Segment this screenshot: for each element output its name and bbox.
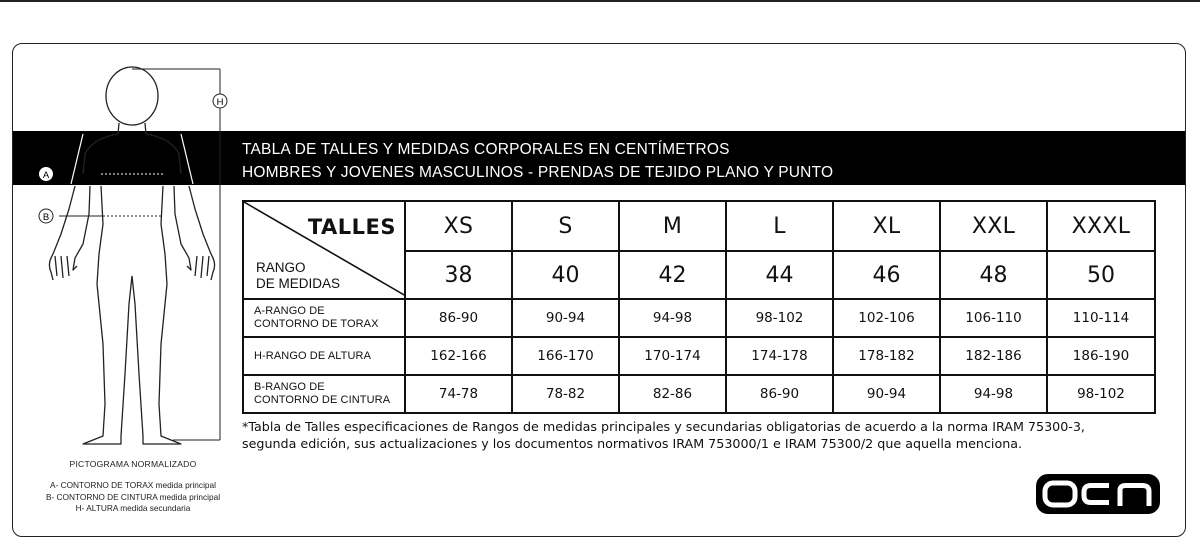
marker-b-label: B [42,212,50,223]
ocn-logo [1036,474,1160,514]
table-cell: 110-114 [1047,299,1155,337]
table-cell: 98-102 [726,299,833,337]
row-label-line: B-RANGO DE [254,381,325,393]
human-figure-icon [13,44,253,454]
row-label-line: CONTORNO DE TORAX [254,318,379,330]
chart-subtitle: HOMBRES Y JOVENES MASCULINOS - PRENDAS DE TEJIDO PLANO Y PUNTO [242,164,834,181]
row-label-line: H-RANGO DE ALTURA [254,349,372,362]
range-value: 48 [940,251,1047,299]
size-table [242,200,1156,414]
size-xs: XS [405,201,512,251]
table-cell: 166-170 [512,337,619,375]
table-cell: 74-78 [405,375,512,413]
row-label-line: CONTORNO DE CINTURA [254,394,391,406]
rango-label-line2: DE MEDIDAS [256,276,341,291]
row-label-cintura [243,375,405,413]
table-cell: 170-174 [619,337,726,375]
table-cell: 94-98 [619,299,726,337]
table-cell: 174-178 [726,337,833,375]
size-xxl: XXL [940,201,1047,251]
size-xxxl: XXXL [1047,201,1155,251]
table-cell: 82-86 [619,375,726,413]
footnote [242,418,1162,452]
logo-text: ocn [1097,500,1099,501]
size-l: L [726,201,833,251]
size-xl: XL [833,201,940,251]
legend-item-a: A- CONTORNO DE TORAX medida principal [50,480,216,490]
table-cell: 162-166 [405,337,512,375]
range-value: 42 [619,251,726,299]
table-cell: 90-94 [833,375,940,413]
range-value: 44 [726,251,833,299]
table-row-altura [243,337,1155,375]
size-m: M [619,201,726,251]
talles-label: TALLES [307,215,396,239]
size-chart-card [12,43,1186,537]
footnote-line1: *Tabla de Talles especificaciones de Rangos de medidas principales y secundarias obligatorias de acuerdo a la norma IRAM 75300-3, [242,419,1085,434]
table-cell: 90-94 [512,299,619,337]
range-value: 38 [405,251,512,299]
row-label-altura [243,337,405,375]
table-cell: 86-90 [726,375,833,413]
legend-item-h: H- ALTURA medida secundaria [75,503,191,513]
top-rule [0,0,1200,2]
table-cell: 178-182 [833,337,940,375]
table-cell: 94-98 [940,375,1047,413]
rango-label-line1: RANGO [256,260,306,275]
table-cell: 102-106 [833,299,940,337]
table-cell: 182-186 [940,337,1047,375]
marker-h-label: H [216,97,224,108]
table-cell: 106-110 [940,299,1047,337]
table-cell: 86-90 [405,299,512,337]
table-row-torax [243,299,1155,337]
pictogram-legend [13,480,253,515]
size-s: S [512,201,619,251]
table-corner-cell [243,201,405,299]
row-label-line: A-RANGO DE [254,305,325,317]
range-value: 40 [512,251,619,299]
footnote-line2: segunda edición, sus actualizaciones y los documentos normativos IRAM 753000/1 e IRAM 75300/2 que aquella menciona. [242,436,1023,451]
range-value: 50 [1047,251,1155,299]
table-row-cintura [243,375,1155,413]
body-pictogram [13,44,253,537]
table-header-row [243,201,1155,251]
pictogram-caption: PICTOGRAMA NORMALIZADO [69,459,197,469]
table-cell: 98-102 [1047,375,1155,413]
chart-title: TABLA DE TALLES Y MEDIDAS CORPORALES EN CENTÍMETROS [242,141,730,158]
row-label-torax [243,299,405,337]
table-cell: 78-82 [512,375,619,413]
marker-a-label: A [42,170,50,181]
legend-item-b: B- CONTORNO DE CINTURA medida principal [45,491,221,502]
table-cell: 186-190 [1047,337,1155,375]
range-value: 46 [833,251,940,299]
